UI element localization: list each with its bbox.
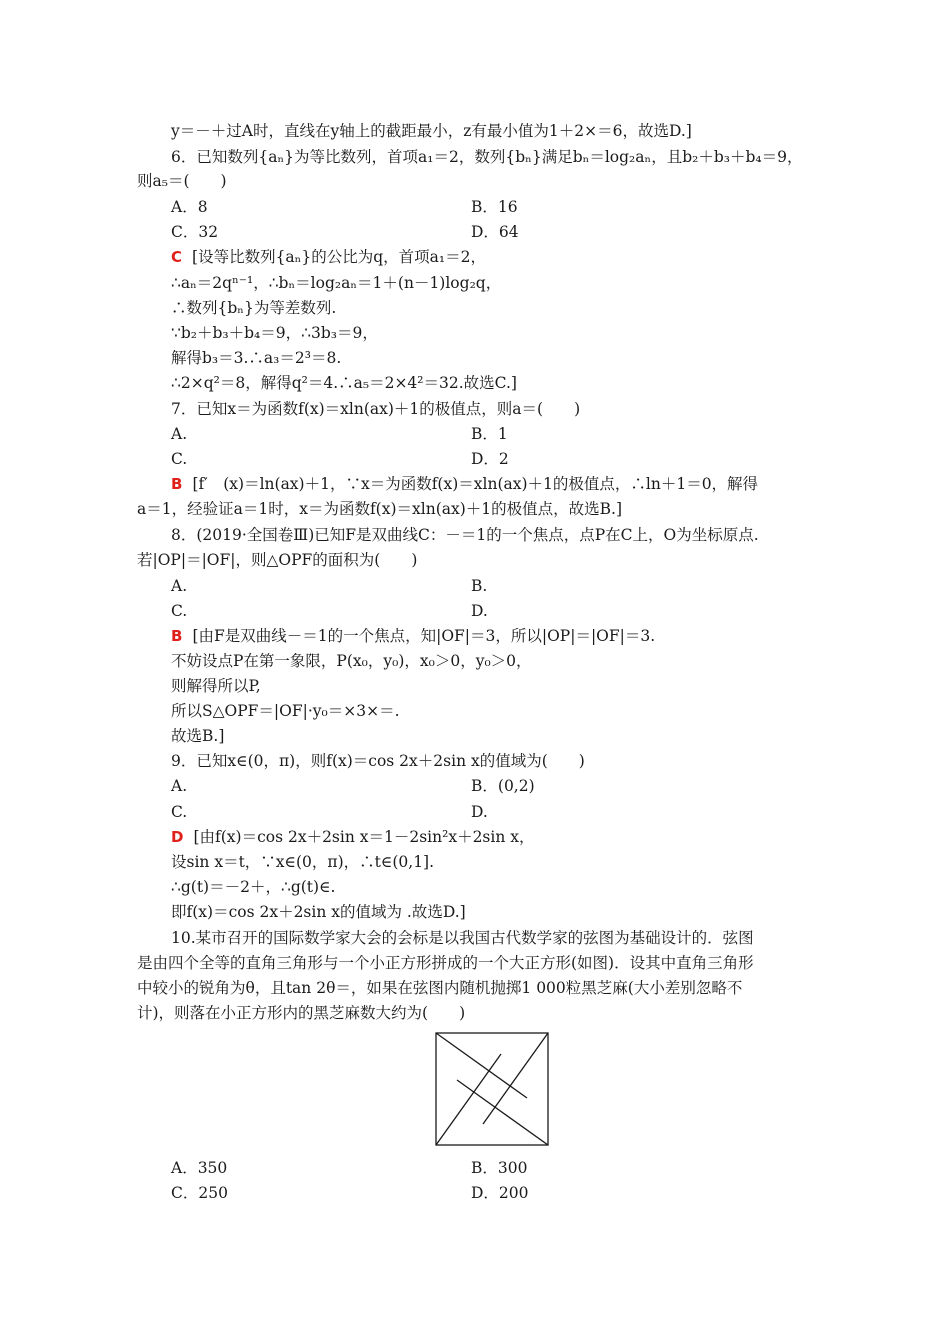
answer-8-line1 — [171, 625, 655, 647]
question-10-line3: 中较小的锐角为θ，且tan 2θ＝，如果在弦图内随机抛掷1 000粒黑芝麻(大小差别忽略不 — [137, 979, 743, 997]
solution-line: 所以S△OPF＝|OF|·y₀＝×3×＝. — [171, 702, 400, 720]
option-a: A．350 — [171, 1159, 228, 1177]
answer-letter: C — [171, 248, 183, 266]
question-8-line1: 8．(2019·全国卷Ⅲ)已知F是双曲线C：－＝1的一个焦点，点P在C上，O为坐标原点. — [171, 526, 759, 544]
question-8-line2: 若|OP|＝|OF|，则△OPF的面积为( ) — [137, 551, 418, 569]
solution-line: ∴数列{bₙ}为等差数列. — [171, 299, 337, 317]
option-d: D．64 — [471, 223, 519, 241]
solution-line: 则解得所以P, — [171, 677, 261, 695]
option-c: C．32 — [171, 223, 219, 241]
option-b: B．1 — [471, 425, 508, 443]
text-line: y＝－＋过A时，直线在y轴上的截距最小，z有最小值为1＋2×＝6，故选D.] — [171, 122, 692, 140]
option-c: C. — [171, 803, 188, 821]
option-d: D. — [471, 803, 488, 821]
solution-line: a＝1，经验证a＝1时，x＝为函数f(x)＝xln(ax)＋1的极值点，故选B.] — [137, 500, 623, 518]
option-b: B．(0,2) — [471, 777, 535, 795]
solution-line: ∴g(t)＝－2＋，∴g(t)∈. — [171, 878, 336, 896]
solution-line: ∵b₂＋b₃＋b₄＝9，∴3b₃＝9， — [171, 324, 378, 342]
option-a: A. — [171, 777, 188, 795]
answer-text: [由f(x)＝cos 2x＋2sin x＝1－2sin²x＋2sin x， — [193, 828, 535, 846]
option-a: A. — [171, 425, 188, 443]
answer-9-line1 — [171, 826, 535, 848]
question-10-line4: 计)，则落在小正方形内的黑芝麻数大约为( ) — [137, 1004, 466, 1022]
option-c: C. — [171, 450, 188, 468]
triangle-edge — [483, 1033, 548, 1124]
answer-text: [f′ (x)＝ln(ax)＋1，∵x＝为函数f(x)＝xln(ax)＋1的极值点，∴ln＋1＝0，解得 — [192, 475, 759, 493]
option-a: A. — [171, 577, 188, 595]
answer-text: [设等比数列{aₙ}的公比为q，首项a₁＝2， — [192, 248, 486, 266]
option-b: B．300 — [471, 1159, 528, 1177]
solution-line: ∴2×q²＝8，解得q²＝4.∴a₅＝2×4²＝32.故选C.] — [171, 374, 517, 392]
option-d: D．2 — [471, 450, 509, 468]
question-10-line2: 是由四个全等的直角三角形与一个小正方形拼成的一个大正方形(如图)．设其中直角三角形 — [137, 954, 754, 972]
outer-square — [436, 1033, 548, 1145]
solution-line: 解得b₃＝3.∴a₃＝2³＝8. — [171, 349, 342, 367]
triangle-edge — [457, 1080, 548, 1145]
triangle-edge — [436, 1054, 501, 1145]
solution-line: 即f(x)＝cos 2x＋2sin x的值域为 .故选D.] — [171, 903, 466, 921]
answer-text: [由F是双曲线－＝1的一个焦点，知|OF|＝3，所以|OP|＝|OF|＝3. — [192, 627, 656, 645]
question-9-line1: 9．已知x∈(0，π)，则f(x)＝cos 2x＋2sin x的值域为( ) — [171, 752, 585, 770]
question-6-line2: 则a₅＝( ) — [137, 172, 227, 190]
option-b: B．16 — [471, 198, 518, 216]
option-d: D. — [471, 602, 488, 620]
answer-letter: D — [171, 828, 184, 846]
option-d: D．200 — [471, 1184, 529, 1202]
chord-diagram-figure — [435, 1032, 549, 1146]
option-c: C. — [171, 602, 188, 620]
solution-line: 不妨设点P在第一象限，P(x₀，y₀)，x₀＞0，y₀＞0， — [171, 652, 532, 670]
solution-line: 故选B.] — [171, 727, 225, 745]
solution-line: 设sin x＝t，∵x∈(0，π)，∴t∈(0,1]. — [171, 853, 435, 871]
option-a: A．8 — [171, 198, 208, 216]
question-6-line1: 6．已知数列{aₙ}为等比数列，首项a₁＝2，数列{bₙ}满足bₙ＝log₂aₙ，且b₂＋b₃＋b₄＝9， — [171, 148, 803, 166]
answer-letter: B — [171, 475, 183, 493]
answer-6-line1 — [171, 246, 486, 268]
answer-7-line1 — [171, 473, 758, 495]
question-7-line1: 7．已知x＝为函数f(x)＝xln(ax)＋1的极值点，则a＝( ) — [171, 400, 581, 418]
question-10-line1: 10.某市召开的国际数学家大会的会标是以我国古代数学家的弦图为基础设计的．弦图 — [171, 929, 754, 947]
option-b: B. — [471, 577, 488, 595]
answer-letter: B — [171, 627, 183, 645]
option-c: C．250 — [171, 1184, 228, 1202]
triangle-edge — [436, 1033, 527, 1098]
solution-line: ∴aₙ＝2qⁿ⁻¹，∴bₙ＝log₂aₙ＝1＋(n－1)log₂q， — [171, 274, 502, 292]
